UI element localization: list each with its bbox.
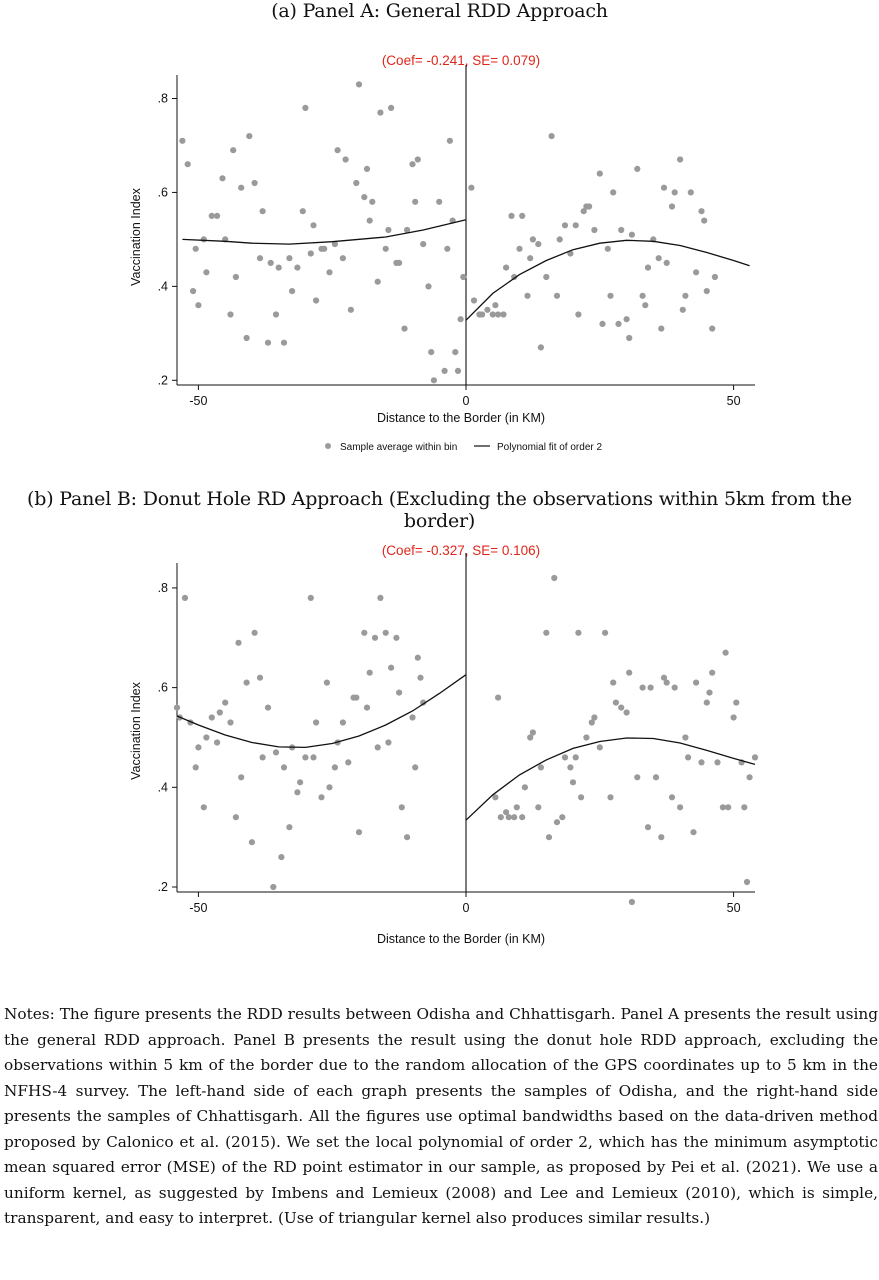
panel-b-data-point	[308, 595, 314, 601]
panel-b-x-tick-label: 0	[462, 901, 470, 915]
panel-b-data-point	[318, 794, 324, 800]
panel-a-legend	[325, 442, 602, 453]
panel-a-data-point	[219, 175, 225, 181]
panel-b-data-point	[383, 630, 389, 636]
panel-a-data-point	[321, 246, 327, 252]
panel-b-data-point	[356, 829, 362, 835]
panel-a-data-point	[698, 208, 704, 214]
panel-b-data-point	[182, 595, 188, 601]
panel-b-data-point	[720, 804, 726, 810]
panel-b-data-point	[252, 630, 258, 636]
panel-b-data-point	[519, 814, 525, 820]
panel-a-data-point	[607, 293, 613, 299]
panel-b-data-point	[375, 744, 381, 750]
panel-a-data-point	[527, 255, 533, 261]
panel-b-data-point	[607, 794, 613, 800]
panel-b-data-point	[578, 794, 584, 800]
panel-a-data-point	[645, 265, 651, 271]
panel-b-data-point	[554, 819, 560, 825]
panel-b-data-point	[388, 665, 394, 671]
panel-b-data-point	[385, 739, 391, 745]
panel-b-data-point	[624, 709, 630, 715]
panel-b-data-point	[725, 804, 731, 810]
panel-a-y-axis-label: Vaccination Index	[129, 188, 143, 286]
panel-a-data-point	[286, 255, 292, 261]
panel-a-data-point	[484, 307, 490, 313]
panel-b-data-point	[281, 764, 287, 770]
panel-b-data-point	[361, 630, 367, 636]
panel-b-data-point	[233, 814, 239, 820]
panel-b-data-point	[238, 774, 244, 780]
panel-a-x-tick-label: 50	[726, 394, 741, 408]
panel-b-data-point	[677, 804, 683, 810]
panel-a-data-point	[634, 166, 640, 172]
panel-b-data-point	[543, 630, 549, 636]
panel-b-data-point	[669, 794, 675, 800]
panel-a-data-point	[640, 293, 646, 299]
panel-b-data-point	[286, 824, 292, 830]
panel-b-data-point	[273, 749, 279, 755]
panel-a-data-point	[193, 246, 199, 252]
panel-b-data-point	[645, 824, 651, 830]
panel-a-data-point	[436, 199, 442, 205]
panel-a-data-point	[300, 208, 306, 214]
panel-a-data-point	[575, 311, 581, 317]
panel-b-data-point	[498, 814, 504, 820]
panel-a-y-tick-label: .2	[157, 373, 168, 388]
panel-b-data-point	[372, 635, 378, 641]
panel-b-data-point	[345, 759, 351, 765]
panel-b-data-point	[506, 814, 512, 820]
panel-b-data-point	[404, 834, 410, 840]
panel-b-data-point	[265, 705, 271, 711]
panel-b-data-point	[570, 779, 576, 785]
panel-b-data-point	[396, 690, 402, 696]
panel-a-data-point	[179, 138, 185, 144]
panel-b-data-point	[313, 719, 319, 725]
panel-b-data-point	[377, 595, 383, 601]
panel-b-data-point	[324, 680, 330, 686]
panel-b-y-tick-label: .4	[157, 780, 168, 795]
panel-b-data-point	[567, 764, 573, 770]
panel-b-data-point	[602, 630, 608, 636]
panel-a-data-point	[661, 185, 667, 191]
panel-a-data-point	[412, 199, 418, 205]
panel-b-x-tick-label: 50	[726, 901, 741, 915]
panel-b-data-point	[530, 729, 536, 735]
panel-b-data-point	[332, 764, 338, 770]
panel-a-data-point	[471, 297, 477, 303]
panel-a-data-point	[530, 236, 536, 242]
panel-a-data-point	[712, 274, 718, 280]
panel-a-data-point	[615, 321, 621, 327]
panel-b-data-point	[551, 575, 557, 581]
panel-a-data-point	[460, 274, 466, 280]
panel-a-data-point	[396, 260, 402, 266]
panel-b-data-point	[546, 834, 552, 840]
panel-b-data-point	[302, 754, 308, 760]
panel-b-data-point	[535, 804, 541, 810]
panel-a-data-point	[524, 293, 530, 299]
panel-b-data-point	[399, 804, 405, 810]
panel-b-data-point	[731, 714, 737, 720]
panel-a-chart	[0, 40, 879, 500]
panel-a-data-point	[195, 302, 201, 308]
panel-b-data-point	[417, 675, 423, 681]
panel-b-data-point	[613, 700, 619, 706]
panel-a-y-tick-label: .4	[157, 279, 168, 294]
panel-b-data-point	[409, 714, 415, 720]
panel-b-data-point	[294, 789, 300, 795]
panel-b-data-point	[714, 759, 720, 765]
panel-b-data-point	[222, 700, 228, 706]
panel-a-data-point	[519, 213, 525, 219]
panel-b-data-point	[538, 764, 544, 770]
panel-a-data-point	[535, 241, 541, 247]
panel-a-data-point	[268, 260, 274, 266]
panel-a-data-point	[677, 156, 683, 162]
panel-a-data-point	[500, 311, 506, 317]
panel-b-data-point	[201, 804, 207, 810]
panel-b-data-point	[634, 774, 640, 780]
panel-a-data-point	[656, 255, 662, 261]
panel-a-data-point	[326, 269, 332, 275]
panel-b-data-point	[597, 744, 603, 750]
panel-b-data-point	[249, 839, 255, 845]
panel-a-x-axis-label: Distance to the Border (in KM)	[376, 411, 546, 425]
panel-b-data-point	[573, 754, 579, 760]
panel-b-data-point	[393, 635, 399, 641]
panel-b-data-point	[629, 899, 635, 905]
panel-b-data-point	[244, 680, 250, 686]
panel-b-data-point	[415, 655, 421, 661]
panel-a-data-point	[554, 293, 560, 299]
panel-b-y-axis-label: Vaccination Index	[129, 682, 143, 780]
panel-a-data-point	[442, 368, 448, 374]
panel-a-data-point	[693, 269, 699, 275]
panel-a-data-point	[669, 203, 675, 209]
panel-b-data-point	[522, 784, 528, 790]
panel-a-data-point	[586, 203, 592, 209]
panel-a-right-fit-line	[466, 240, 750, 320]
panel-a-data-point	[302, 105, 308, 111]
panel-a-data-point	[605, 246, 611, 252]
panel-b-data-point	[706, 690, 712, 696]
panel-a-data-point	[361, 194, 367, 200]
panel-b-x-tick-label: -50	[189, 901, 208, 915]
panel-a-data-point	[573, 222, 579, 228]
panel-b-data-point	[270, 884, 276, 890]
panel-a-data-point	[367, 218, 373, 224]
panel-b-data-point	[209, 714, 215, 720]
panel-a-data-point	[538, 344, 544, 350]
panel-a-data-point	[190, 288, 196, 294]
panel-a-data-point	[260, 208, 266, 214]
panel-a-data-point	[340, 255, 346, 261]
panel-b-data-point	[672, 685, 678, 691]
panel-b-chart	[0, 530, 879, 950]
panel-b-data-point	[723, 650, 729, 656]
panel-a-data-point	[452, 349, 458, 355]
panel-b-data-point	[658, 834, 664, 840]
panel-b-data-point	[235, 640, 241, 646]
panel-a-data-point	[383, 246, 389, 252]
panel-b-data-point	[709, 670, 715, 676]
panel-a-data-point	[428, 349, 434, 355]
panel-a-data-point	[375, 279, 381, 285]
panel-b-data-point	[562, 754, 568, 760]
panel-b-annotation: (Coef= -0.327, SE= 0.106)	[381, 543, 541, 558]
panel-a-data-point	[458, 316, 464, 322]
panel-a-data-point	[252, 180, 258, 186]
panel-a-data-point	[244, 335, 250, 341]
panel-b-data-point	[747, 774, 753, 780]
legend-line-label: Polynomial fit of order 2	[497, 442, 603, 453]
panel-a-annotation: (Coef= -0.241, SE= 0.079)	[381, 53, 541, 68]
panel-a-data-point	[238, 185, 244, 191]
panel-a-data-point	[682, 293, 688, 299]
panel-a-data-point	[276, 265, 282, 271]
panel-a-data-point	[468, 185, 474, 191]
panel-b-data-point	[575, 630, 581, 636]
panel-a-data-point	[503, 265, 509, 271]
panel-a-data-point	[709, 326, 715, 332]
panel-b-y-tick-label: .6	[157, 680, 168, 695]
panel-b-data-point	[214, 739, 220, 745]
panel-b-data-point	[326, 784, 332, 790]
panel-a-data-point	[364, 166, 370, 172]
panel-a-data-point	[409, 161, 415, 167]
panel-a-data-point	[281, 340, 287, 346]
panel-a-data-point	[425, 283, 431, 289]
panel-a-data-point	[629, 232, 635, 238]
panel-a-data-point	[401, 326, 407, 332]
panel-b-data-point	[610, 680, 616, 686]
panel-a-data-point	[704, 288, 710, 294]
panel-b-data-point	[685, 754, 691, 760]
panel-a-data-point	[562, 222, 568, 228]
panel-b-data-point	[559, 814, 565, 820]
panel-a-data-point	[642, 302, 648, 308]
panel-b-data-point	[653, 774, 659, 780]
panel-b-data-point	[752, 754, 758, 760]
panel-a-data-point	[624, 316, 630, 322]
panel-a-data-point	[310, 222, 316, 228]
panel-a-caption: (a) Panel A: General RDD Approach	[271, 0, 608, 22]
panel-a-data-point	[273, 311, 279, 317]
panel-a-data-point	[549, 133, 555, 139]
panel-b-data-point	[704, 700, 710, 706]
panel-a-data-point	[543, 274, 549, 280]
panel-b-right-fit-line	[466, 738, 755, 820]
panel-b-data-point	[495, 695, 501, 701]
panel-a-data-point	[626, 335, 632, 341]
legend-dot-marker	[325, 443, 331, 449]
panel-b-data-point	[626, 670, 632, 676]
panel-b-data-point	[217, 709, 223, 715]
panel-a-data-point	[415, 156, 421, 162]
panel-a-data-point	[227, 311, 233, 317]
panel-b-data-point	[195, 744, 201, 750]
panel-a-data-point	[185, 161, 191, 167]
panel-a-y-tick-label: .8	[157, 91, 168, 106]
panel-a-data-point	[343, 156, 349, 162]
panel-a-x-tick-label: -50	[189, 394, 208, 408]
panel-a-data-point	[618, 227, 624, 233]
legend-dots-label: Sample average within bin	[340, 442, 458, 453]
panel-b-data-point	[514, 804, 520, 810]
panel-a-data-point	[265, 340, 271, 346]
panel-b-data-point	[278, 854, 284, 860]
panel-b-x-axis-label: Distance to the Border (in KM)	[376, 932, 546, 946]
panel-a-data-point	[516, 246, 522, 252]
panel-a-x-tick-label: 0	[462, 394, 470, 408]
panel-a-data-point	[455, 368, 461, 374]
panel-b-data-point	[682, 734, 688, 740]
panel-b-data-point	[203, 734, 209, 740]
panel-b-data-point	[640, 685, 646, 691]
panel-a-data-point	[209, 213, 215, 219]
figure-notes: Notes: The figure presents the RDD results between Odisha and Chhattisgarh. Panel A presents the result using the general RDD approach. Panel B presents the result using the donut hole RDD approach, excluding the observations within 5 km of the border due to the random allocation of the GPS coordinates up to 5 km in the NFHS-4 survey. The left-hand side of each graph presents the samples of Odisha, and the right-hand side presents the samples of Chhattisgarh. All the figures use optimal bandwidths based on the data-driven method proposed by Calonico et al. (2015). We set the local polynomial of order 2, which has the minimum asymptotic mean squared error (MSE) of the RD point estimator in our sample, as proposed by Pei et al. (2021). We use a uniform kernel, as suggested by Imbens and Lemieux (2008) and Lee and Lemieux (2010), which is simple, transparent, and easy to interpret. (Use of triangular kernel also produces similar results.)	[4, 1005, 878, 1227]
panel-b-data-point	[227, 719, 233, 725]
panel-a-data-point	[420, 241, 426, 247]
panel-b-data-point	[353, 695, 359, 701]
panel-b-data-point	[367, 670, 373, 676]
panel-b-data-point	[618, 705, 624, 711]
panel-a-data-point	[230, 147, 236, 153]
panel-a-y-tick-label: .6	[157, 185, 168, 200]
panel-a-data-point	[557, 236, 563, 242]
panel-a-data-point	[447, 138, 453, 144]
panel-a-data-point	[356, 81, 362, 87]
panel-a-data-point	[388, 105, 394, 111]
panel-b-y-tick-label: .2	[157, 880, 168, 895]
panel-b-data-point	[690, 829, 696, 835]
panel-a-data-point	[214, 213, 220, 219]
panel-a-data-point	[688, 189, 694, 195]
panel-b-data-point	[744, 879, 750, 885]
panel-a-data-point	[246, 133, 252, 139]
panel-b-data-point	[364, 705, 370, 711]
panel-b-data-point	[412, 764, 418, 770]
panel-b-y-tick-label: .8	[157, 580, 168, 595]
panel-a-data-point	[492, 302, 498, 308]
panel-b-data-point	[297, 779, 303, 785]
panel-b-data-point	[174, 705, 180, 711]
panel-a-data-point	[348, 307, 354, 313]
panel-b-data-point	[583, 734, 589, 740]
panel-a-data-point	[610, 189, 616, 195]
panel-a-data-point	[201, 236, 207, 242]
panel-b-data-point	[648, 685, 654, 691]
panel-a-data-point	[233, 274, 239, 280]
panel-a-data-point	[444, 246, 450, 252]
panel-b-data-point	[698, 759, 704, 765]
panel-b-data-point	[693, 680, 699, 686]
panel-a-data-point	[313, 297, 319, 303]
panel-a-data-point	[701, 218, 707, 224]
panel-a-data-point	[599, 321, 605, 327]
panel-a-data-point	[495, 311, 501, 317]
panel-b-data-point	[591, 714, 597, 720]
panel-a-data-point	[508, 213, 514, 219]
panel-b-data-point	[741, 804, 747, 810]
panel-a-data-point	[490, 311, 496, 317]
panel-b-data-point	[310, 754, 316, 760]
panel-b-data-point	[733, 700, 739, 706]
panel-a-data-point	[335, 147, 341, 153]
panel-a-data-point	[203, 269, 209, 275]
panel-a-data-point	[294, 265, 300, 271]
panel-a-data-point	[591, 227, 597, 233]
panel-a-data-point	[479, 311, 485, 317]
panel-b-data-point	[340, 719, 346, 725]
panel-a-data-point	[658, 326, 664, 332]
panel-a-data-point	[597, 171, 603, 177]
panel-a-data-point	[308, 250, 314, 256]
panel-b-data-point	[260, 754, 266, 760]
panel-a-data-point	[377, 110, 383, 116]
panel-b-data-point	[664, 680, 670, 686]
panel-a-data-point	[664, 260, 670, 266]
panel-b-data-point	[193, 764, 199, 770]
panel-a-data-point	[257, 255, 263, 261]
panel-a-data-point	[680, 307, 686, 313]
panel-a-data-point	[353, 180, 359, 186]
panel-a-data-point	[369, 199, 375, 205]
panel-b-data-point	[511, 814, 517, 820]
panel-b-data-point	[257, 675, 263, 681]
panel-a-data-point	[289, 288, 295, 294]
panel-a-data-point	[672, 189, 678, 195]
panel-a-data-point	[385, 227, 391, 233]
panel-a-data-point	[431, 377, 437, 383]
panel-b-caption: (b) Panel B: Donut Hole RD Approach (Excluding the observations within 5km from the border)	[27, 488, 852, 532]
